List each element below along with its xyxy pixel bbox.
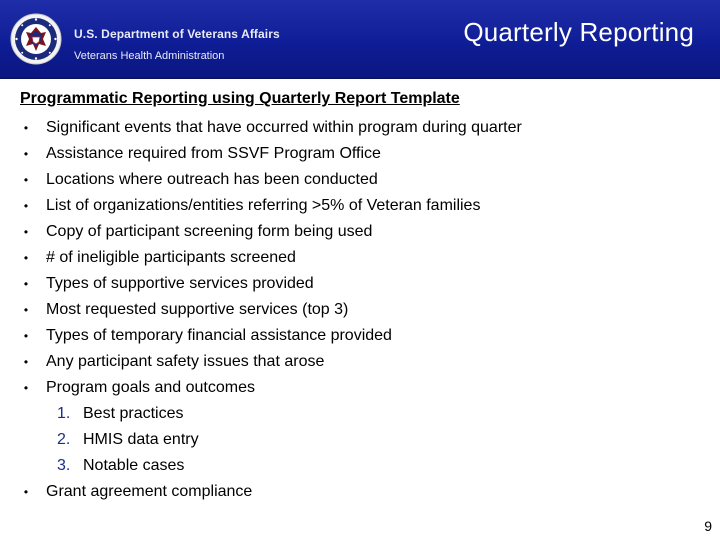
- bullet-item: [20, 323, 700, 349]
- bullet-text: Types of temporary financial assistance provided: [46, 327, 392, 344]
- bullet-icon: •: [23, 303, 29, 317]
- item-number: 1.: [57, 405, 71, 422]
- bullet-text: Locations where outreach has been conducted: [46, 171, 378, 188]
- bullet-text: List of organizations/entities referring >5% of Veteran families: [46, 197, 481, 214]
- bullet-icon: •: [23, 147, 29, 161]
- numbered-item: [20, 453, 700, 479]
- bullet-text: Copy of participant screening form being used: [46, 223, 373, 240]
- page-number: 9: [704, 518, 712, 534]
- item-text: HMIS data entry: [83, 431, 199, 448]
- bullet-list: [20, 479, 700, 505]
- header-banner: [0, 0, 720, 79]
- bullet-item: [20, 193, 700, 219]
- bullet-icon: •: [23, 277, 29, 291]
- bullet-item: [20, 375, 700, 401]
- va-seal-icon: [10, 13, 62, 65]
- bullet-item: [20, 297, 700, 323]
- numbered-item: [20, 401, 700, 427]
- bullet-item: [20, 219, 700, 245]
- bullet-icon: •: [23, 381, 29, 395]
- bullet-text: Types of supportive services provided: [46, 275, 314, 292]
- item-number: 2.: [57, 431, 71, 448]
- bullet-icon: •: [23, 251, 29, 265]
- item-text: Best practices: [83, 405, 184, 422]
- department-name: U.S. Department of Veterans Affairs: [74, 27, 280, 41]
- page-title: Quarterly Reporting: [463, 17, 694, 47]
- bullet-icon: •: [23, 199, 29, 213]
- bullet-icon: •: [23, 225, 29, 239]
- bullet-item: [20, 141, 700, 167]
- bullet-icon: •: [23, 355, 29, 369]
- bullet-item: [20, 271, 700, 297]
- bullet-item: [20, 479, 700, 505]
- bullet-item: [20, 245, 700, 271]
- bullet-text: Grant agreement compliance: [46, 483, 253, 500]
- section-heading: Programmatic Reporting using Quarterly Report Template: [20, 90, 460, 107]
- bullet-text: Any participant safety issues that arose: [46, 353, 325, 370]
- bullet-item: [20, 167, 700, 193]
- bullet-list: [20, 115, 700, 401]
- bullet-item: [20, 115, 700, 141]
- bullet-icon: •: [23, 329, 29, 343]
- bullet-icon: •: [23, 485, 29, 499]
- administration-name: Veterans Health Administration: [74, 50, 225, 62]
- bullet-item: [20, 349, 700, 375]
- bullet-text: Assistance required from SSVF Program Office: [46, 145, 381, 162]
- bullet-text: Significant events that have occurred within program during quarter: [46, 119, 522, 136]
- bullet-icon: •: [23, 121, 29, 135]
- numbered-item: [20, 427, 700, 453]
- numbered-sublist: [20, 401, 700, 479]
- item-number: 3.: [57, 457, 71, 474]
- bullet-icon: •: [23, 173, 29, 187]
- bullet-text: Most requested supportive services (top 3): [46, 301, 349, 318]
- bullet-text: # of ineligible participants screened: [46, 249, 296, 266]
- item-text: Notable cases: [83, 457, 185, 474]
- slide-content: [20, 89, 700, 505]
- bullet-text: Program goals and outcomes: [46, 379, 255, 396]
